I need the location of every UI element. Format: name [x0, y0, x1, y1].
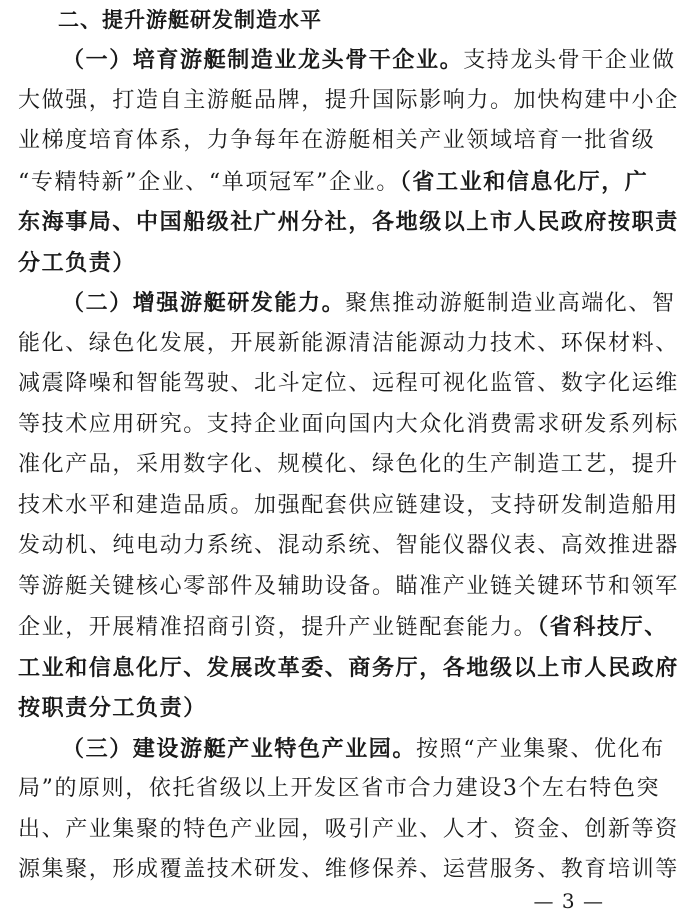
text-run: “专精特新”企业、“单项冠军”企业。 — [18, 169, 400, 195]
bold-text-run: 东海事局、中国船级社广州分社，各地级以上市人民政府按职责 — [18, 209, 679, 235]
text-run: 按照“产业集聚、优化布 — [416, 736, 665, 762]
text-run: 等游艇关键核心零部件及辅助设备。瞄准产业链关键环节和领军 — [18, 573, 679, 599]
text-line — [18, 648, 679, 689]
text-line — [18, 567, 679, 608]
text-run: 技术水平和建造品质。加强配套供应链建设，支持研发制造船用 — [18, 492, 679, 518]
text-run: 支持龙头骨干企业做 — [463, 48, 676, 73]
bold-text-run: （省科技厅、 — [537, 614, 668, 640]
bold-text-run: （二）增强游艇研发能力。 — [62, 290, 346, 316]
text-line — [18, 850, 679, 891]
text-run: 发动机、纯电动力系统、混动系统、智能仪器仪表、高效推进器 — [18, 533, 679, 558]
paragraph-1 — [18, 40, 679, 283]
paragraph-2 — [18, 283, 679, 729]
text-line — [18, 445, 679, 486]
text-line — [18, 283, 676, 324]
bold-text-run: 工业和信息化厅、发展改革委、商务厅，各地级以上市人民政府 — [18, 654, 679, 681]
text-run: 业梯度培育体系，力争每年在游艇相关产业领域培育一批省级 — [18, 128, 656, 153]
text-line — [18, 40, 676, 81]
text-line — [18, 688, 622, 729]
bold-text-run: 按职责分工负责） — [18, 695, 207, 721]
text-line — [18, 405, 679, 446]
page-number: — 3 — — [533, 889, 604, 913]
text-line — [18, 364, 679, 405]
paragraph-3 — [18, 729, 679, 891]
text-run: 源集聚，形成覆盖技术研发、维修保养、运营服务、教育培训等 — [18, 857, 679, 882]
text-line — [18, 769, 661, 810]
text-run: 等技术应用研究。支持企业面向国内大众化消费需求研发系列标 — [18, 411, 679, 437]
section-heading: 二、提升游艇研发制造水平 — [58, 8, 322, 32]
text-line — [18, 81, 679, 122]
text-run: 准化产品，采用数字化、规模化、绿色化的生产制造工艺，提升 — [18, 452, 679, 477]
text-run: 出、产业集聚的特色产业园，吸引产业、人才、资金、创新等资 — [18, 816, 679, 842]
document-body — [18, 40, 679, 891]
text-run: 企业，开展精准招商引资，提升产业链配套能力。 — [18, 615, 538, 640]
text-line — [18, 607, 668, 648]
text-run: 局”的原则，依托省级以上开发区省市合力建设3个左右特色突 — [18, 776, 661, 801]
text-line — [18, 526, 679, 567]
text-run: 大做强，打造自主游艇品牌，提升国际影响力。加快构建中小企 — [18, 87, 679, 113]
text-line — [18, 121, 656, 162]
text-line — [18, 486, 679, 527]
text-line — [18, 729, 665, 770]
bold-text-run: （省工业和信息化厅，广 — [399, 168, 649, 195]
text-run: 减震降噪和智能驾驶、北斗定位、远程可视化监管、数字化运维 — [18, 371, 679, 396]
bold-text-run: 分工负责） — [18, 249, 137, 276]
text-line — [18, 324, 679, 365]
bold-text-run: （三）建设游艇产业特色产业园。 — [62, 735, 417, 762]
bold-text-run: （一）培育游艇制造业龙头骨干企业。 — [62, 47, 464, 73]
text-run: 能化、绿色化发展，开展新能源清洁能源动力技术、环保材料、 — [18, 330, 679, 356]
text-line — [18, 202, 679, 243]
text-line — [18, 243, 622, 284]
text-run: 聚焦推动游艇制造业高端化、智 — [345, 291, 676, 316]
text-line — [18, 162, 649, 203]
text-line — [18, 810, 679, 851]
